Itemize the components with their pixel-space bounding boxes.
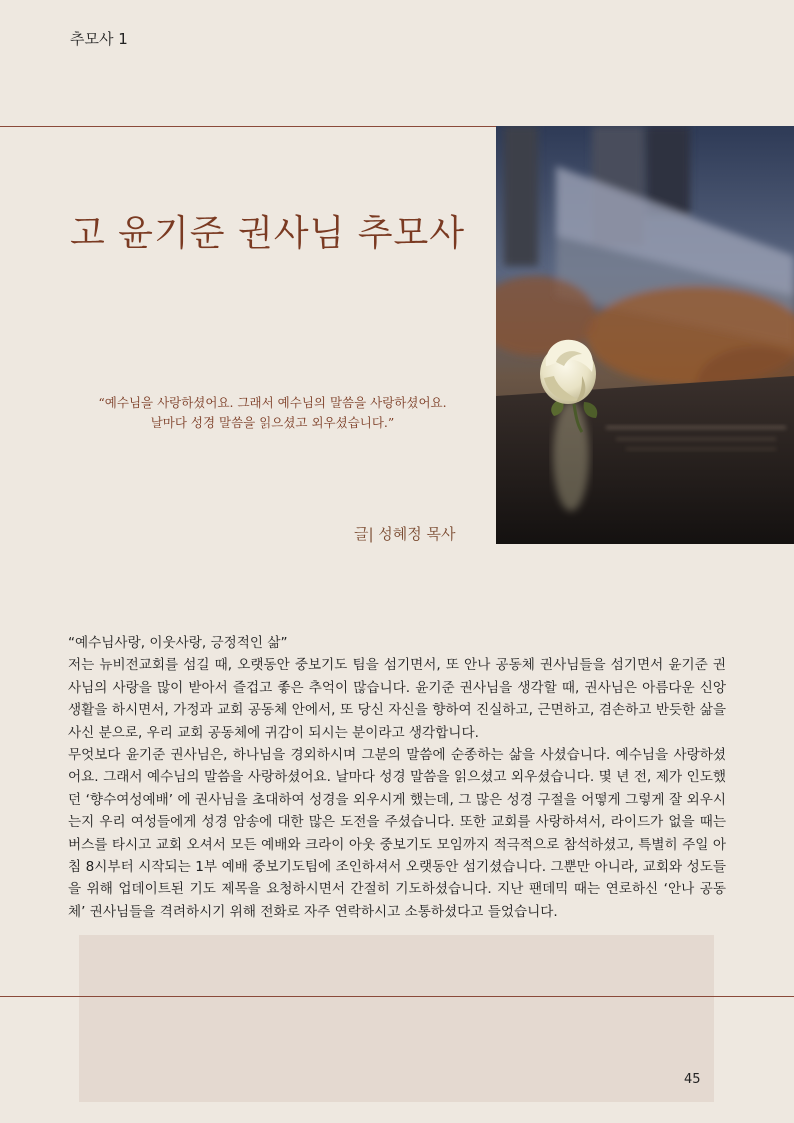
pull-quote — [0, 393, 545, 433]
body-paragraph-2: 무엇보다 윤기준 권사님은, 하나님을 경외하시며 그분의 말씀에 순종하는 삶을 사셨습니다. 예수님을 사랑하셨어요. 그래서 예수님의 말씀을 사랑하셨어요. 날마다 성경 말씀을 읽으셨고 외우셨습니다. 몇 년 전, 제가 인도했던 ‘향수여성예배’ 에 권사님을 초대하여 성경을 외우시게 했는데, 그 많은 성경 구절을 어떻게 그렇게 잘 외우시는지 우리 여성들에게 성경 암송에 대한 많은 도전을 주셨습니다. 또한 교회를 사랑하셔서, 라이드가 없을 때는 버스를 타시고 교회 오셔서 모든 예배와 크라이 아웃 중보기도 모임까지 적극적으로 참석하셨고, 특별히 주일 아침 8시부터 시작되는 1부 예배 중보기도팀에 조인하셔서 오랫동안 섬기셨습니다. 그뿐만 아니라, 교회와 성도들을 위해 업데이트된 기도 제목을 요청하시면서 간절히 기도하셨습니다. 지난 팬데믹 때는 연로하신 ‘안나 공동체’ 권사님들을 격려하시기 위해 전화로 자주 연락하시고 소통하셨다고 들었습니다. — [68, 747, 726, 920]
rose-photo-illustration — [496, 126, 794, 544]
page-number: 45 — [684, 1072, 701, 1087]
author-byline: 글| 성혜정 목사 — [354, 525, 456, 543]
memorial-rose-photo — [496, 126, 794, 544]
pull-quote-line-1: “예수님을 사랑하셨어요. 그래서 예수님의 말씀을 사랑하셨어요. — [98, 395, 447, 410]
top-divider — [0, 126, 497, 127]
article-subtitle: “예수님사랑, 이웃사랑, 긍정적인 삶” — [68, 635, 288, 651]
pull-quote-line-2: 날마다 성경 말씀을 읽으셨고 외우셨습니다.” — [150, 415, 395, 430]
section-label: 추모사 1 — [70, 30, 128, 48]
bottom-divider — [0, 996, 794, 997]
article-title: 고 윤기준 권사님 추모사 — [69, 213, 466, 254]
article-body — [68, 632, 726, 923]
shaded-background-box — [79, 935, 714, 1102]
body-paragraph-1: 저는 뉴비전교회를 섬길 때, 오랫동안 중보기도 팀을 섬기면서, 또 안나 공동체 권사님들을 섬기면서 윤기준 권사님의 사랑을 많이 받아서 즐겁고 좋은 추억이 많습니다. 윤기준 권사님을 생각할 때, 권사님은 아름다운 신앙생활을 하시면서, 가정과 교회 공동체 안에서, 또 당신 자신을 향하여 진실하고, 근면하고, 겸손하고 반듯한 삶을 사신 분으로, 우리 교회 공동체에 귀감이 되시는 분이라고 생각합니다. — [68, 657, 726, 741]
